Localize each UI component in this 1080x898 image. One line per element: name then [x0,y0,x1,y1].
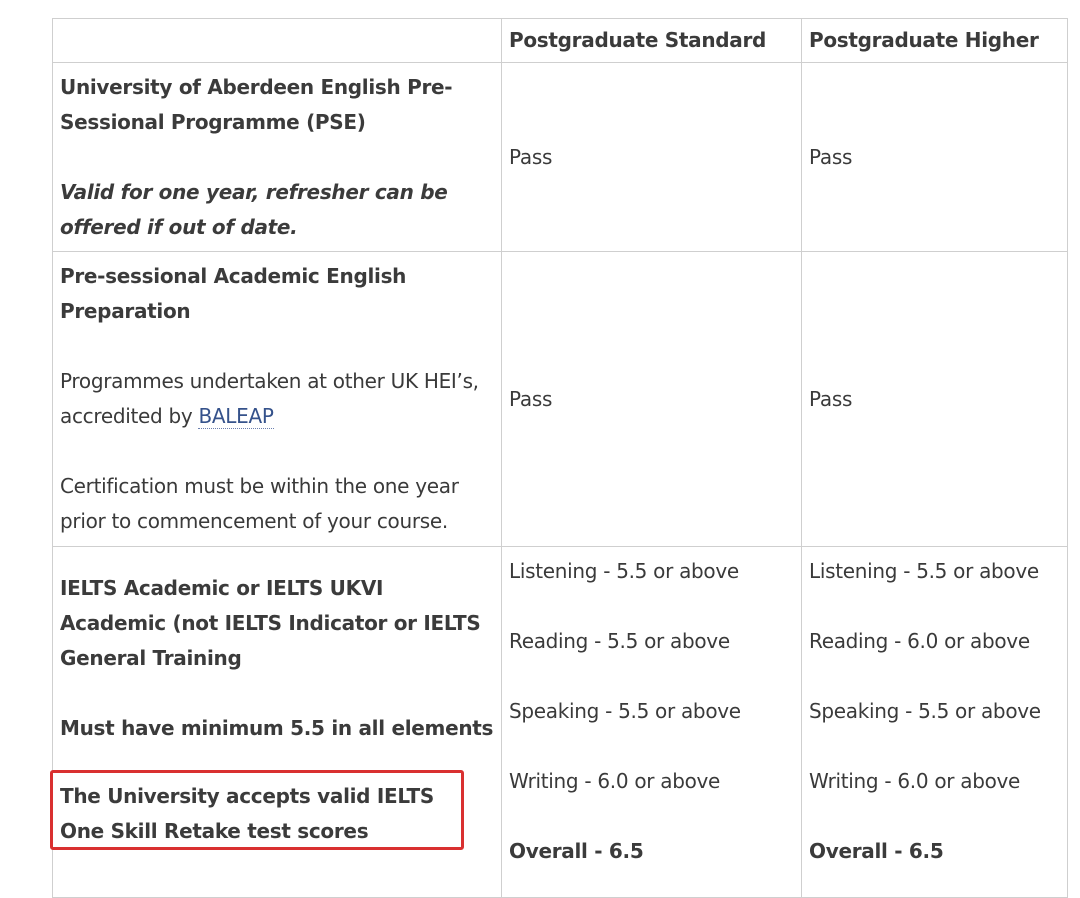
higher-writing: Writing - 6.0 or above [809,769,1021,793]
presessional-title: Pre-sessional Academic English Preparation [60,264,407,323]
presessional-certification: Certification must be within the one year prior to commencement of your course. [60,474,459,533]
table-row-presessional [53,252,1068,547]
pse-higher-cell: Pass [802,63,1068,252]
pse-title: University of Aberdeen English Pre-Sessional Programme (PSE) [60,74,453,134]
higher-speaking: Speaking - 5.5 or above [809,699,1041,723]
ielts-standard-cell [502,547,802,898]
presessional-description-cell [53,252,502,547]
standard-listening: Listening - 5.5 or above [509,559,739,583]
pse-validity-note: Valid for one year, refresher can be offered if out of date. [60,179,448,239]
header-postgraduate-higher: Postgraduate Higher [802,19,1068,63]
presessional-accreditation [60,364,494,434]
ielts-minimum-requirement: Must have minimum 5.5 in all elements [60,716,494,740]
header-empty [53,19,502,63]
table-row-pse [53,63,1068,252]
pse-standard-cell: Pass [502,63,802,252]
standard-overall: Overall - 6.5 [509,839,644,863]
ielts-title: IELTS Academic or IELTS UKVI Academic (not IELTS Indicator or IELTS General Training [60,576,481,670]
baleap-link[interactable]: BALEAP [198,404,274,428]
pse-description-cell [53,63,502,252]
ielts-higher-cell [802,547,1068,898]
standard-reading: Reading - 5.5 or above [509,629,730,653]
presessional-higher-cell: Pass [802,252,1068,547]
standard-speaking: Speaking - 5.5 or above [509,699,741,723]
standard-writing: Writing - 6.0 or above [509,769,721,793]
presessional-accreditation-text: Programmes undertaken at other UK HEI’s, accredited by [60,369,479,428]
higher-reading: Reading - 6.0 or above [809,629,1030,653]
ielts-retake-note: The University accepts valid IELTS One Skill Retake test scores [60,784,434,843]
higher-listening: Listening - 5.5 or above [809,559,1039,583]
header-row [53,19,1068,63]
higher-overall: Overall - 6.5 [809,839,944,863]
header-postgraduate-standard: Postgraduate Standard [502,19,802,63]
presessional-standard-cell: Pass [502,252,802,547]
requirements-table [52,18,1068,898]
